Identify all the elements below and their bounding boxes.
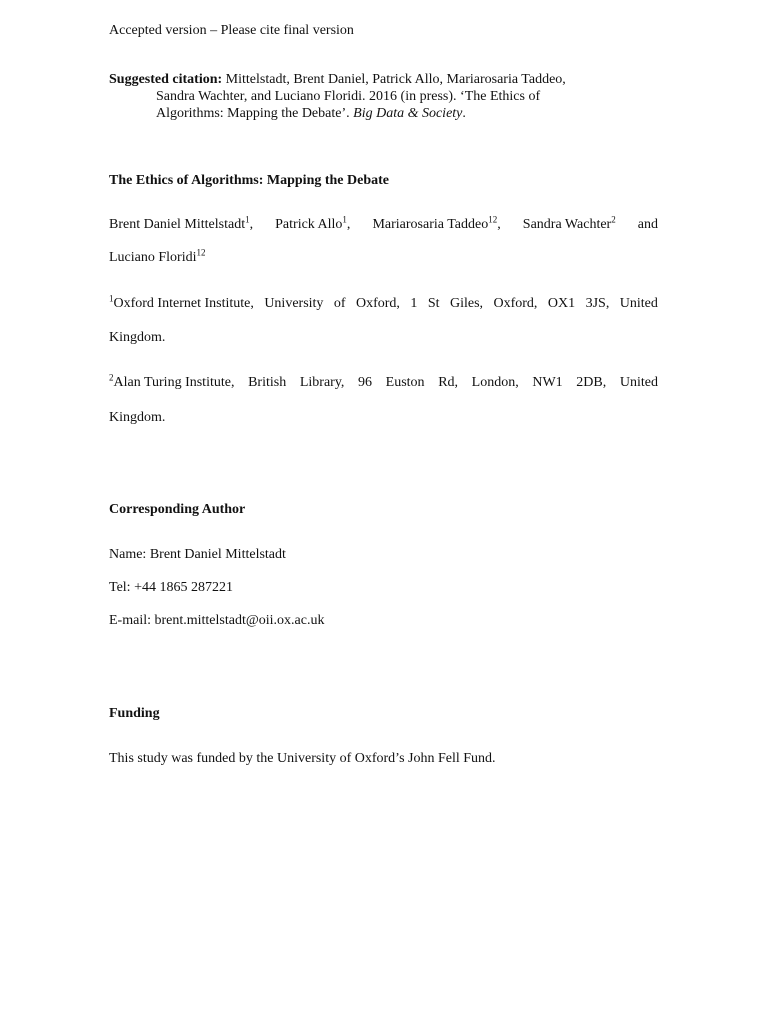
affiliation-1-line-1 [109,293,658,312]
author-3: Mariarosaria Taddeo$^{12}$, [372,214,501,232]
citation-line-3-end: . [462,106,466,121]
affiliation-2-word: Alan Turing Institute, [113,375,235,390]
author-3-name: Mariarosaria Taddeo [372,217,489,232]
citation-line-3 [156,106,658,122]
affiliation-1-first [109,293,254,312]
corresponding-email: E-mail: brent.mittelstadt@oii.ox.ac.uk [109,613,325,628]
author-1-name: Brent Daniel Mittelstadt [109,217,246,232]
citation-line-2: Sandra Wachter, and Luciano Floridi. 2016 (in press). ‘The Ethics of [156,89,541,104]
affiliation-2-word: NW1 [532,375,563,390]
affiliation-1-word: 1 [410,296,418,311]
affiliation-1-marker: 1 [109,293,114,304]
paper-title: The Ethics of Algorithms: Mapping the Debate [109,173,389,188]
author-5-affiliation: 12 [196,247,206,258]
citation-label: Suggested citation: [109,72,223,87]
author-5-name: Luciano Floridi [109,250,197,265]
affiliation-1-word: University [264,296,324,311]
affiliation-2-first [109,372,235,391]
authors-and: and [637,217,658,232]
affiliation-2-word: Library, [299,375,345,390]
author-2-name: Patrick Allo [275,217,343,232]
author-1-affiliation: 1 [245,214,250,225]
citation-journal: Big Data & Society [353,106,463,121]
authors-line-1 [109,214,658,233]
author-2-affiliation: 1 [342,214,347,225]
corresponding-name: Name: Brent Daniel Mittelstadt [109,547,286,562]
affiliation-1-word: St [427,296,440,311]
affiliation-2-line-2: Kingdom. [109,410,166,425]
author-4-name: Sandra Wachter [522,217,612,232]
affiliation-2-word: United [619,375,658,390]
affiliation-1-word: 3JS, [585,296,610,311]
affiliation-1-word: Oxford, [356,296,400,311]
authors-line-2 [109,247,658,266]
affiliation-2-word: Euston [385,375,425,390]
author-2: Patrick Allo$^1$, [275,214,351,232]
affiliation-1-word: Oxford, [493,296,538,311]
affiliation-1-word: OX1 [547,296,576,311]
affiliation-2-word: London, [471,375,519,390]
affiliation-2-marker: 2 [109,372,114,383]
citation-line-1-text: Mittelstadt, Brent Daniel, Patrick Allo, Mariarosaria Taddeo, [222,72,566,87]
corresponding-tel: Tel: +44 1865 287221 [109,580,233,595]
affiliation-2-word: 2DB, [576,375,607,390]
affiliation-2-line-1 [109,372,658,391]
author-3-affiliation: 12 [488,214,498,225]
affiliation-1-word: Oxford Internet Institute, [113,296,254,311]
affiliation-1-word: of [333,296,346,311]
citation-line-1 [109,72,658,88]
affiliation-1-word: Giles, [449,296,484,311]
affiliation-1-word: United [619,296,658,311]
author-4-affiliation: 2 [611,214,616,225]
affiliation-2-word: 96 [358,375,373,390]
affiliation-2-word: Rd, [438,375,459,390]
affiliation-2-word: British [248,375,287,390]
affiliation-1-line-2: Kingdom. [109,330,166,345]
author-4 [522,214,616,233]
citation-line-3-text: Algorithms: Mapping the Debate’. [156,106,354,121]
author-1: Brent Daniel Mittelstadt$^1$, [109,214,254,232]
version-note: Accepted version – Please cite final version [109,23,354,38]
funding-heading: Funding [109,706,160,721]
corresponding-heading: Corresponding Author [109,502,246,517]
funding-text: This study was funded by the University of Oxford’s John Fell Fund. [109,751,496,766]
